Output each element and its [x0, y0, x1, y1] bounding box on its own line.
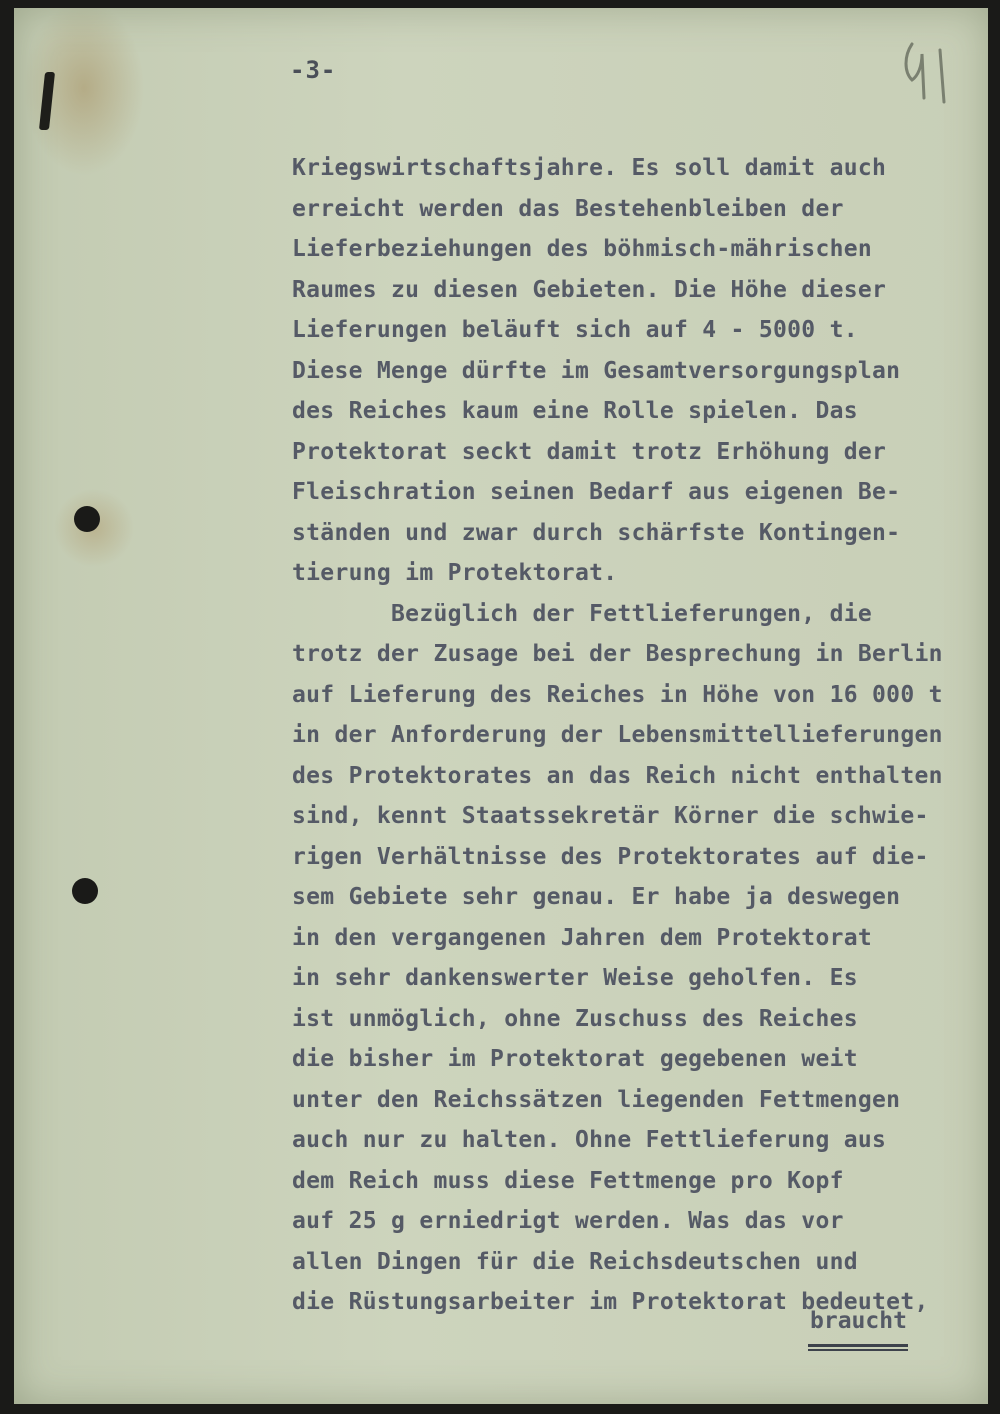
text-line: auf 25 g erniedrigt werden. Was das vor — [292, 1208, 844, 1234]
page-number: -3- — [290, 56, 337, 84]
text-line: trotz der Zusage bei der Besprechung in Berlin — [292, 641, 943, 667]
text-line: Protektorat seckt damit trotz Erhöhung der — [292, 438, 887, 465]
punch-hole-bottom — [72, 878, 98, 904]
text-line: in sehr dankenswerter Weise geholfen. Es — [292, 965, 858, 991]
text-line: rigen Verhältnisse des Protektorates auf die- — [292, 843, 929, 870]
text-line: Fleischration seinen Bedarf aus eigenen Be- — [292, 479, 901, 505]
text-line: tierung im Protektorat. — [292, 560, 618, 586]
text-line: in der Anforderung der Lebensmittellieferungen — [292, 722, 943, 748]
typed-body-text — [292, 148, 972, 1323]
text-line: allen Dingen für die Reichsdeutschen und — [292, 1248, 858, 1275]
text-line: sind, kennt Staatssekretär Körner die schwie- — [292, 803, 929, 829]
punch-hole-top — [74, 506, 100, 532]
document-page — [14, 8, 988, 1404]
catchword: braucht — [810, 1308, 907, 1334]
torn-edge-mark — [39, 72, 55, 130]
text-line: ist unmöglich, ohne Zuschuss des Reiches — [292, 1005, 858, 1032]
text-line: erreicht werden das Bestehenbleiben der — [292, 195, 844, 222]
catchword-underline-second — [808, 1349, 908, 1351]
text-line: in den vergangenen Jahren dem Protektorat — [292, 924, 873, 951]
text-line: dem Reich muss diese Fettmenge pro Kopf — [292, 1167, 844, 1194]
handwritten-folio-number — [898, 36, 958, 106]
catchword-underline — [808, 1344, 908, 1347]
text-line: die Rüstungsarbeiter im Protektorat bedeutet, — [292, 1289, 929, 1315]
text-line: Diese Menge dürfte im Gesamtversorgungsplan — [292, 357, 901, 384]
text-line: Lieferungen beläuft sich auf 4 - 5000 t. — [292, 317, 858, 343]
text-line: sem Gebiete sehr genau. Er habe ja deswegen — [292, 884, 901, 910]
text-line: des Protektorates an das Reich nicht enthalten — [292, 762, 943, 789]
text-line: auf Lieferung des Reiches in Höhe von 16 000 t — [292, 681, 943, 708]
text-line: ständen und zwar durch schärfste Kontingen- — [292, 519, 901, 546]
text-line: Bezüglich der Fettlieferungen, die — [292, 600, 873, 627]
text-line: Lieferbeziehungen des böhmisch-mährischen — [292, 236, 873, 262]
text-line: auch nur zu halten. Ohne Fettlieferung aus — [292, 1127, 887, 1153]
text-line: Raumes zu diesen Gebieten. Die Höhe dieser — [292, 276, 887, 303]
text-line: die bisher im Protektorat gegebenen weit — [292, 1046, 858, 1072]
text-line: Kriegswirtschaftsjahre. Es soll damit auch — [292, 155, 887, 181]
text-line: unter den Reichssätzen liegenden Fettmengen — [292, 1086, 901, 1113]
text-line: des Reiches kaum eine Rolle spielen. Das — [292, 398, 858, 424]
